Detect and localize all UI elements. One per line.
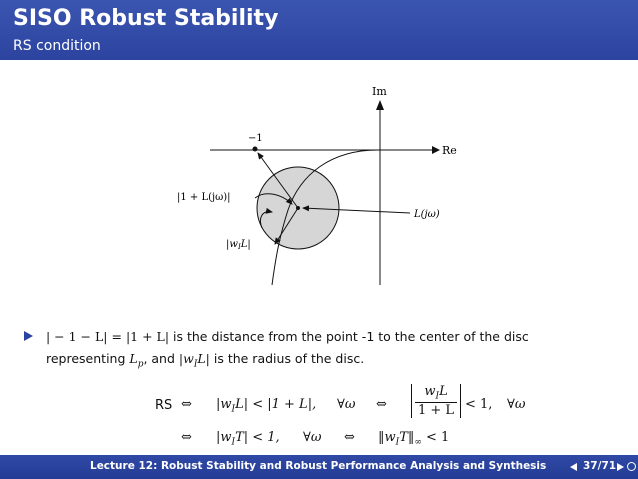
- next-slide-arrow-icon[interactable]: [617, 463, 624, 471]
- iff-symbol-1: ⇔: [181, 397, 192, 412]
- bullet-text-1: is the distance from the point -1 to the center of the disc: [169, 329, 529, 344]
- iff-symbol-2: ⇔: [376, 397, 387, 412]
- footer-lecture-title: Lecture 12: Robust Stability and Robust Performance Analysis and Synthesis: [90, 460, 547, 472]
- bullet-math-Lp: $L_p$: [129, 351, 144, 370]
- eq1-fraction: $\frac{w_IL}{1 + L}$: [411, 384, 461, 418]
- eq1-lhs: $|w_IL| < |1 + L|$,: [216, 397, 317, 415]
- imag-axis-arrowhead: [376, 100, 384, 110]
- slide-title: SISO Robust Stability: [13, 6, 279, 31]
- nav-circle-icon[interactable]: [627, 462, 636, 471]
- label-re: Re: [442, 144, 457, 157]
- bullet-text-2a: representing: [46, 351, 130, 366]
- eq2-lhs: $|w_IT| < 1$,: [216, 430, 280, 448]
- eq1-forall: ∀ω: [337, 397, 356, 412]
- bullet-triangle-icon: [24, 331, 33, 341]
- eq2-forall: ∀ω: [303, 430, 322, 445]
- label-im: Im: [372, 85, 387, 98]
- slide-footer: [0, 455, 638, 479]
- prev-slide-arrow-icon[interactable]: [570, 463, 577, 471]
- label-one-plus-L: |1 + L(jω)|: [177, 192, 231, 203]
- page-number: 37/71: [583, 460, 617, 472]
- slide-subtitle: RS condition: [13, 38, 101, 54]
- disc-center: [296, 206, 300, 210]
- eq1-rhs: < 1,: [465, 397, 493, 412]
- real-axis-arrowhead: [432, 146, 440, 154]
- label-minus-one: −1: [248, 133, 263, 144]
- eq1-forall-2: ∀ω: [507, 397, 526, 412]
- bullet-math-wIL: $|w_IL|$: [178, 351, 210, 370]
- iff-symbol-3: ⇔: [181, 430, 192, 445]
- label-Ljw: L(jω): [414, 209, 440, 220]
- iff-symbol-4: ⇔: [344, 430, 355, 445]
- eq2-norm: $‖w_IT‖_\infty < 1$: [378, 430, 450, 448]
- bullet-math-1: | − 1 − L| = |1 + L|: [46, 329, 170, 344]
- label-wIL: $|w_IL|$: [226, 239, 251, 251]
- minus-one-point: [253, 147, 258, 152]
- rs-label: RS: [155, 398, 173, 413]
- bullet-text-2b: , and: [143, 351, 179, 366]
- bullet-item: [24, 326, 624, 376]
- bullet-text-2c: is the radius of the disc.: [209, 351, 365, 366]
